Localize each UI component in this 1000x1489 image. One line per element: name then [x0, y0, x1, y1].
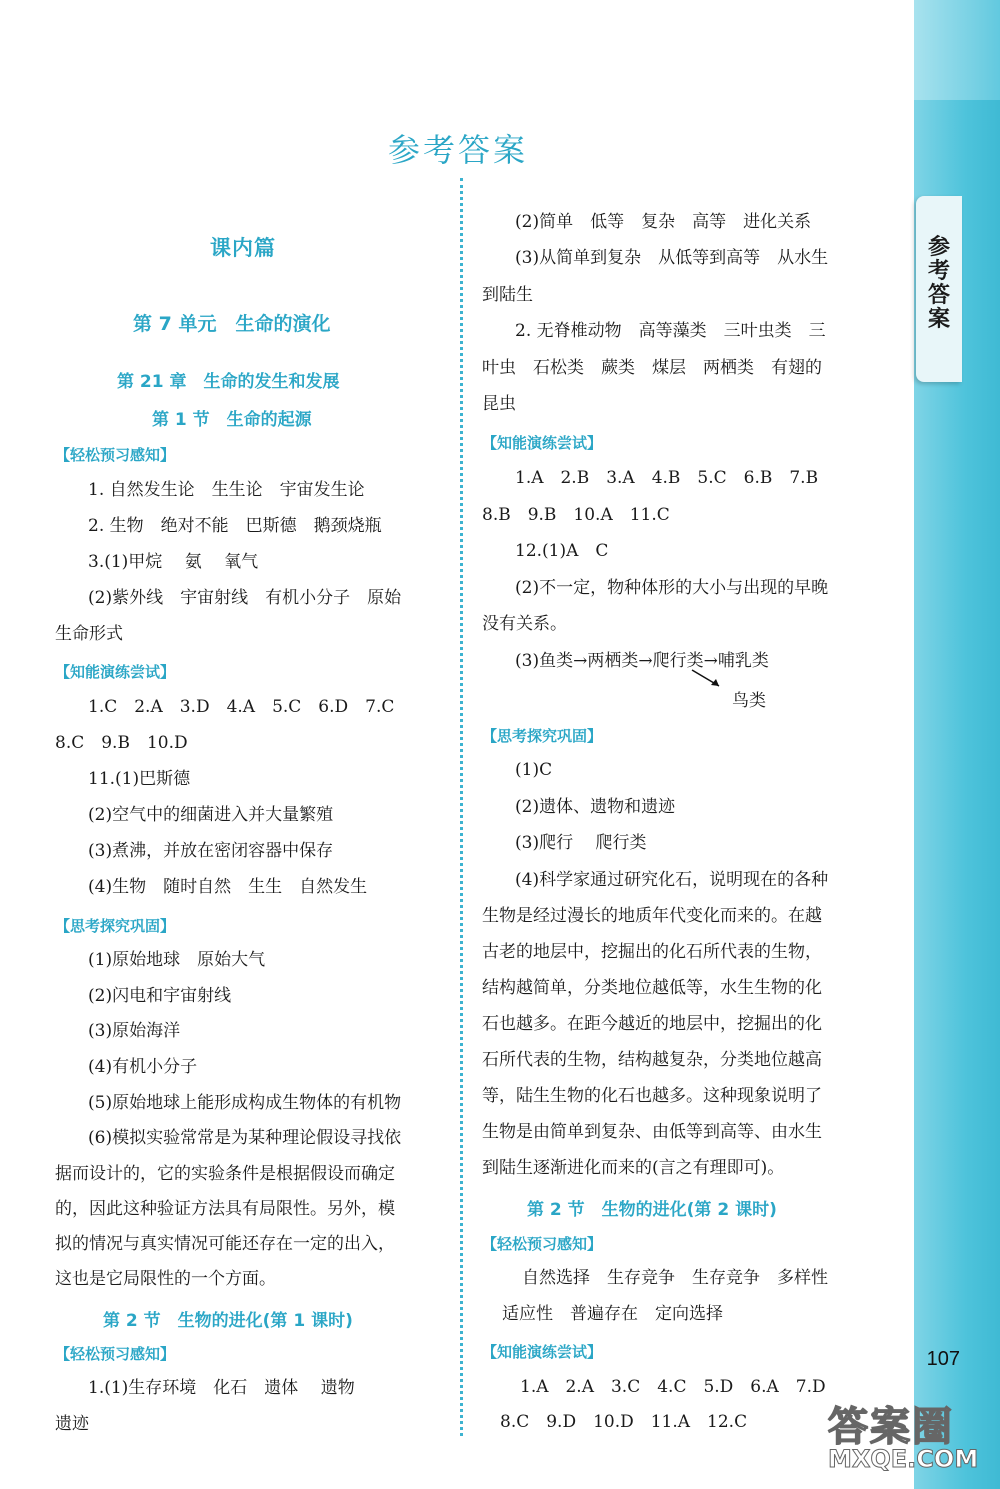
answer-line: 8.B 9.B 10.A 11.C [482, 505, 670, 525]
answer-line: (3)煮沸，并放在密闭容器中保存 [88, 841, 334, 861]
answer-line: 适应性 普遍存在 定向选择 [502, 1304, 723, 1324]
watermark [828, 1395, 998, 1485]
subheading: 【知能演练尝试】 [482, 1343, 603, 1361]
answer-line: 2. 无脊椎动物 高等藻类 三叶虫类 三 [515, 321, 826, 341]
answer-line: 生物是由简单到复杂、由低等到高等、由水生 [482, 1122, 822, 1142]
side-band-top [914, 0, 1000, 100]
answer-line: (1)C [515, 760, 553, 780]
branch-arrow-icon [689, 668, 729, 690]
watermark-logo: 答案圈 [828, 1404, 954, 1450]
answer-line: 没有关系。 [482, 614, 567, 634]
answer-line: (4)科学家通过研究化石，说明现在的各种 [515, 870, 829, 890]
answer-line: (3)原始海洋 [88, 1021, 181, 1041]
answer-line: 据而设计的，它的实验条件是根据假设而确定 [55, 1164, 395, 1184]
column-divider [460, 178, 463, 1436]
answer-line: (5)原始地球上能形成构成生物体的有机物 [88, 1093, 402, 1113]
evolution-sequence: (3)鱼类→两栖类→爬行类→哺乳类 [515, 651, 769, 671]
answer-line: 石所代表的生物，结构越复杂，分类地位越高 [482, 1050, 822, 1070]
page-number: 107 [926, 1348, 960, 1370]
answer-line: 石也越多。在距今越近的地层中，挖掘出的化 [482, 1014, 822, 1034]
answer-line: 12.(1)A C [515, 541, 609, 561]
lesson-heading: 第 2 节 生物的进化(第 1 课时) [103, 1311, 353, 1331]
answer-line: 1. 自然发生论 生生论 宇宙发生论 [88, 480, 365, 500]
answer-line: 8.C 9.D 10.D 11.A 12.C [500, 1412, 748, 1432]
answer-line: (2)简单 低等 复杂 高等 进化关系 [515, 212, 812, 232]
answer-line: 的，因此这种验证方法具有局限性。另外，模 [55, 1199, 395, 1219]
answer-line: 到陆生逐渐进化而来的(言之有理即可)。 [482, 1158, 785, 1178]
answer-line: 生命形式 [55, 624, 123, 644]
answers-tab-label: 参 考 答 案 [927, 235, 950, 332]
watermark-url: MXQE.COM [828, 1445, 979, 1473]
answer-line: (1)原始地球 原始大气 [88, 950, 266, 970]
page-title: 参考答案 [387, 131, 528, 169]
answer-line: 到陆生 [482, 285, 533, 305]
subheading: 【思考探究巩固】 [482, 727, 603, 745]
answer-line: 生物是经过漫长的地质年代变化而来的。在越 [482, 906, 822, 926]
answer-line: 11.(1)巴斯德 [88, 769, 191, 789]
answer-line: (3)从简单到复杂 从低等到高等 从水生 [515, 248, 829, 268]
subheading: 【轻松预习感知】 [55, 446, 176, 464]
answer-line: (2)遗体、遗物和遗迹 [515, 797, 676, 817]
answer-line: 1.A 2.B 3.A 4.B 5.C 6.B 7.B [515, 468, 819, 488]
answer-line: (3)爬行 爬行类 [515, 833, 647, 853]
answer-line: (2)不一定，物种体形的大小与出现的早晚 [515, 578, 829, 598]
answer-line: 叶虫 石松类 蕨类 煤层 两栖类 有翅的 [482, 358, 822, 378]
answer-line: (2)闪电和宇宙射线 [88, 986, 232, 1006]
lesson-heading: 第 2 节 生物的进化(第 2 课时) [527, 1200, 777, 1220]
answer-line: 3.(1)甲烷 氨 氧气 [88, 552, 259, 572]
answer-line: 古老的地层中，挖掘出的化石所代表的生物， [482, 942, 822, 962]
subheading: 【思考探究巩固】 [55, 917, 176, 935]
branch-bird-label: 鸟类 [732, 691, 766, 711]
lesson-heading: 第 1 节 生命的起源 [152, 410, 312, 430]
answer-line: 等，陆生生物的化石也越多。这种现象说明了 [482, 1086, 822, 1106]
chapter-heading: 第 21 章 生命的发生和发展 [117, 372, 340, 392]
answer-line: 1.(1)生存环境 化石 遗体 遗物 [88, 1378, 355, 1398]
subheading: 【知能演练尝试】 [482, 434, 603, 452]
answer-line: (2)空气中的细菌进入并大量繁殖 [88, 805, 334, 825]
answer-line: 2. 生物 绝对不能 巴斯德 鹅颈烧瓶 [88, 516, 382, 536]
answer-line: 昆虫 [482, 394, 516, 414]
unit-heading: 第 7 单元 生命的演化 [133, 313, 331, 335]
answers-tab[interactable] [916, 196, 962, 382]
section-heading: 课内篇 [210, 236, 276, 260]
answer-line: 拟的情况与真实情况可能还存在一定的出入， [55, 1234, 395, 1254]
subheading: 【轻松预习感知】 [55, 1345, 176, 1363]
subheading: 【知能演练尝试】 [55, 663, 176, 681]
answer-line: 结构越简单，分类地位越低等，水生生物的化 [482, 978, 822, 998]
answer-line: 1.A 2.A 3.C 4.C 5.D 6.A 7.D [520, 1377, 826, 1397]
answer-line: (6)模拟实验常常是为某种理论假设寻找依 [88, 1128, 402, 1148]
answer-line: (4)生物 随时自然 生生 自然发生 [88, 877, 368, 897]
answer-line: 这也是它局限性的一个方面。 [55, 1269, 276, 1289]
subheading: 【轻松预习感知】 [482, 1235, 603, 1253]
answer-line: 遗迹 [55, 1414, 89, 1434]
answer-line: (4)有机小分子 [88, 1057, 198, 1077]
answer-line: 自然选择 生存竞争 生存竞争 多样性 [522, 1268, 828, 1288]
answer-line: 1.C 2.A 3.D 4.A 5.C 6.D 7.C [88, 697, 395, 717]
answer-line: 8.C 9.B 10.D [55, 733, 188, 753]
answer-line: (2)紫外线 宇宙射线 有机小分子 原始 [88, 588, 402, 608]
